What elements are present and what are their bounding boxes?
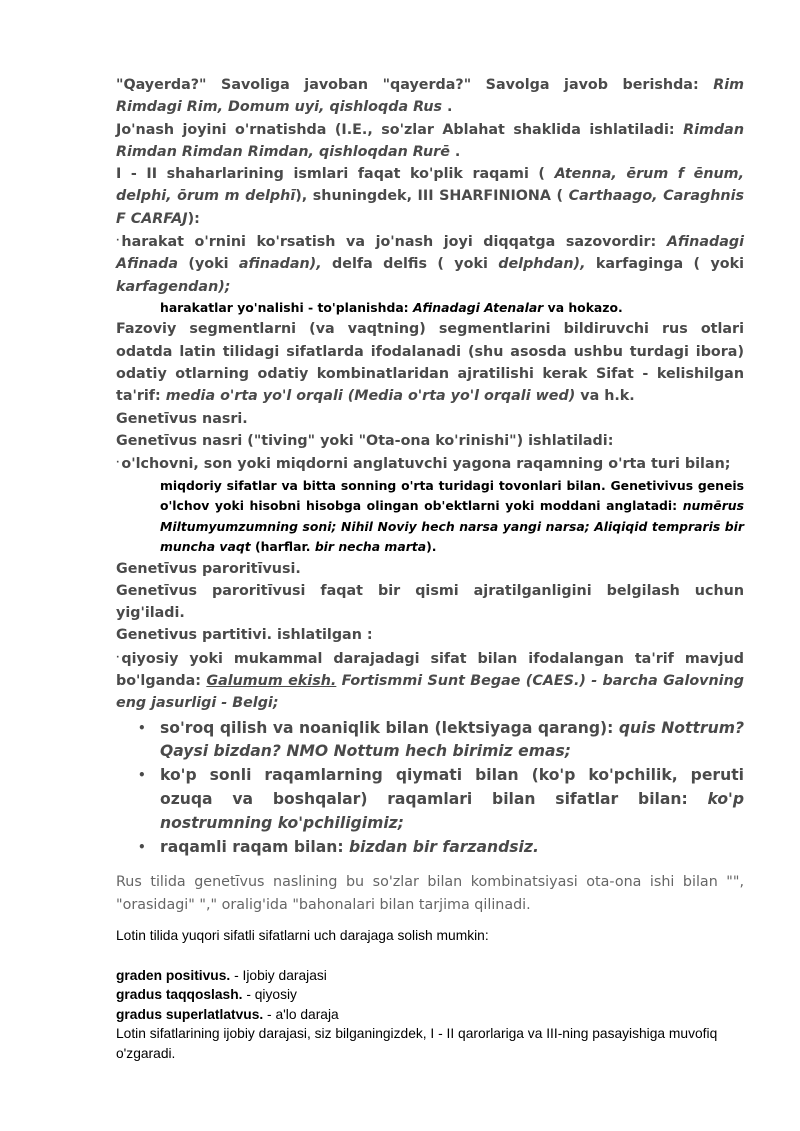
heading-paroritivusi-desc: Genetīvus paroritīvusi faqat bir qismi ajratilganligini belgilash uchun yig'iladi. [116, 582, 744, 622]
paragraph-measure: · o'lchovni, son yoki miqdorni anglatuvchi yagona raqamning o'rta turi bilan; [116, 456, 731, 473]
small-bullet-icon: · [116, 236, 120, 247]
paragraph-quantitative: miqdoriy sifatlar va bitta sonning o'rta turidagi tovonlari bilan. Genetivivus geneis o'lchov yoki hisobni hisobga olingan ob'ektlarni yoki moddani anglatadi: numērus Miltumyumzumning soni; Nihil Noviy hech narsa yangi narsa; Aliqiqid tempraris bir muncha vaqt (harflar. bir necha marta). [160, 477, 744, 555]
paragraph-departure-place: Jo'nash joyini o'rnatishda (I.E., so'zlar Ablahat shaklida ishlatiladi: Rimdan Rimdan Rimdan Rimdan, qishloqdan Rurē . [116, 121, 744, 160]
degree-item: gradus taqqoslash. - qiyosiy [116, 987, 297, 1003]
bullet-icon: • [138, 839, 146, 854]
heading-genetivus-nasri: Genetīvus nasri. [116, 410, 248, 427]
paragraph-motion-place: · harakat o'rnini ko'rsatish va jo'nash joyi diqqatga sazovordir: Afinadagi Afinada (yoki afinadan), delfa delfis ( yoki delphdan), karfaginga ( yoki karfagendan); [116, 234, 744, 295]
heading-partitivi: Genetivus partitivi. ishlatilgan : [116, 627, 373, 644]
paragraph-degrees-intro: Lotin tilida yuqori sifatli sifatlarni uch darajaga solish mumkin: [116, 928, 489, 943]
document-body [116, 74, 744, 1064]
bullet-icon: • [138, 768, 146, 783]
degrees-list [116, 966, 744, 1025]
list-item: • so'roq qilish va noaniqlik bilan (lektsiyaga qarang): quis Nottrum? Qaysi bizdan? NMO Nottum hech birimiz emas; [138, 718, 744, 761]
paragraph-direction: harakatlar yo'nalishi - to'planishda: Afinadagi Atenalar va hokazo. [160, 299, 623, 315]
degree-item: graden positivus. - Ijobiy darajasi [116, 967, 327, 983]
small-bullet-icon: · [116, 458, 120, 469]
bullet-icon: • [138, 720, 146, 735]
degree-item: gradus superlatlatvus. - a'lo daraja [116, 1006, 339, 1022]
paragraph-positive-degree: Lotin sifatlarining ijobiy darajasi, siz bilganingizdek, I - II qarorlariga va III-ning pasayishiga muvofiq o'zgaradi. [116, 1026, 718, 1061]
paragraph-comparative: · qiyosiy yoki mukammal darajadagi sifat bilan ifodalangan ta'rif mavjud bo'lganda: Galumum ekish. Fortismmi Sunt Begae (CAES.) - barcha Galovning eng jasurligi - Belgi; [116, 650, 744, 712]
bullet-list [116, 717, 744, 860]
paragraph-russian-translation: Rus tilida genetīvus naslining bu so'zlar bilan kombinatsiyasi ota-ona ishi bilan "", "orasidagi" "," oralig'ida "bahonalari bilan tarjima qilinadi. [116, 874, 744, 913]
heading-paroritivusi: Genetīvus paroritīvusi. [116, 560, 301, 577]
small-bullet-icon: · [116, 652, 120, 663]
paragraph-where-question: "Qayerda?" Savoliga javoban "qayerda?" Savolga javob berishda: Rim Rimdagi Rim, Domum uyi, qishloqda Rus . [116, 77, 744, 116]
list-item: • raqamli raqam bilan: bizdan bir farzandsiz. [116, 836, 744, 860]
list-item: • ko'p sonli raqamlarning qiymati bilan (ko'p ko'pchilik, peruti ozuqa va boshqalar) raqamlari bilan sifatlar bilan: ko'p nostrumning ko'pchiligimiz; [138, 766, 744, 832]
paragraph-city-names: I - II shaharlarining ismlari faqat ko'plik raqami ( Atenna, ērum f ēnum, delphi, ōrum m delphī), shuningdek, III SHARFINIONA ( Carthaago, Caraghnis F CARFAJ): [116, 166, 745, 227]
heading-genetivus-usage: Genetīvus nasri ("tiving" yoki "Ota-ona ko'rinishi") ishlatiladi: [116, 432, 614, 449]
paragraph-spatial-segments: Fazoviy segmentlarni (va vaqtning) segmentlarini bildiruvchi rus otlari odatda latin tilidagi sifatlarda ifodalanadi (shu asosda ushbu turdagi ibora) odatiy otlarning odatiy kombinatlaridan ajratilishi kerak Sifat - kelishilgan ta'rif: media o'rta yo'l orqali (Media o'rta yo'l orqali wed) va h.k. [116, 321, 744, 405]
